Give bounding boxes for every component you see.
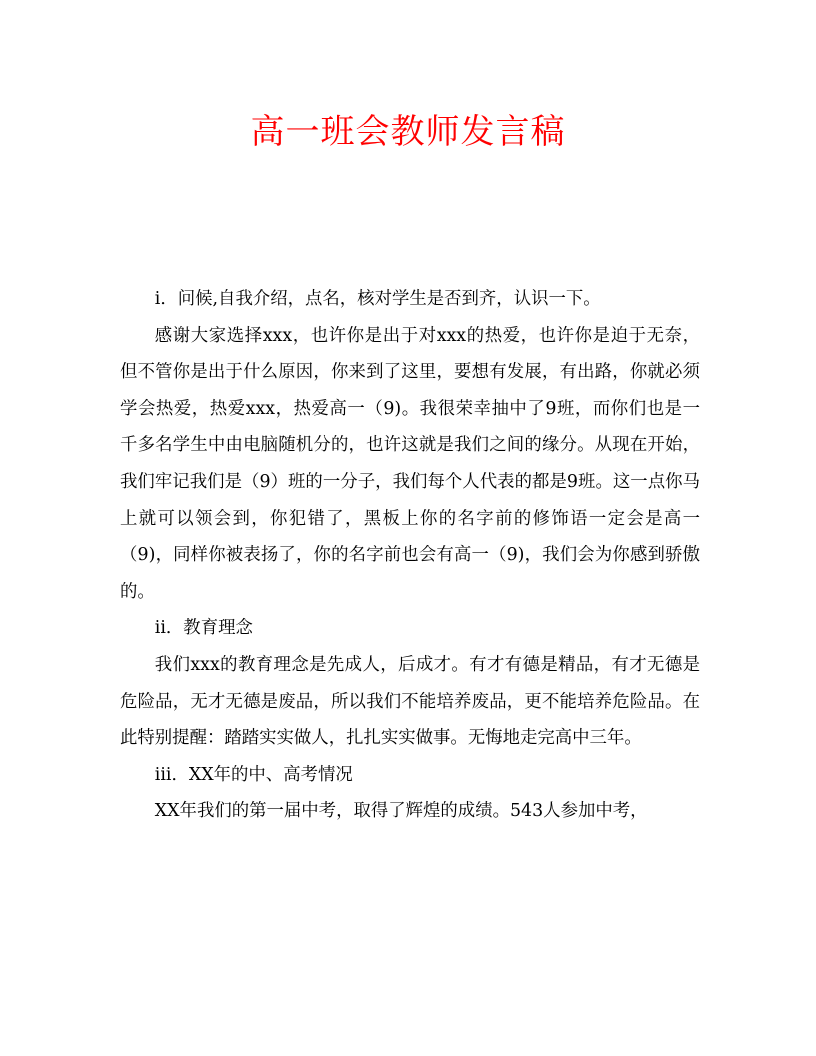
document-body bbox=[120, 281, 700, 830]
heading-education-philosophy: ii．教育理念 bbox=[154, 618, 253, 639]
paragraph-greeting: i．问候,自我介绍，点名，核对学生是否到齐，认识一下。 bbox=[154, 289, 601, 309]
paragraph-education-philosophy: 我们xxx的教育理念是先成人，后成才。有才有德是精品，有才无德是危险品，无才无德是废品，所以我们不能培养废品，更不能培养危险品。在此特别提醒：踏踏实实做人，扎扎实实做事。无悔地走完高中三年。 bbox=[120, 654, 700, 749]
paragraph-welcome: 感谢大家选择xxx，也许你是出于对xxx的热爱，也许你是迫于无奈，但不管你是出于什么原因，你来到了这里，要想有发展，有出路，你就必须学会热爱，热爱xxx，热爱高一（9)。我很荣幸抽中了9班，而你们也是一千多名学生中由电脑随机分的，也许这就是我们之间的缘分。从现在开始，我们牢记我们是（9）班的一分子，我们每个人代表的都是9班。这一点你马上就可以领会到，你犯错了，黑板上你的名字前的修饰语一定会是高一（9)，同样你被表扬了，你的名字前也会有高一（9)，我们会为你感到骄傲的。 bbox=[120, 325, 700, 602]
document-title: 高一班会教师发言稿 bbox=[250, 112, 566, 152]
heading-exam-results: iii．XX年的中、高考情况 bbox=[154, 764, 353, 785]
paragraph-exam-results: XX年我们的第一届中考，取得了辉煌的成绩。543人参加中考， bbox=[154, 801, 648, 822]
